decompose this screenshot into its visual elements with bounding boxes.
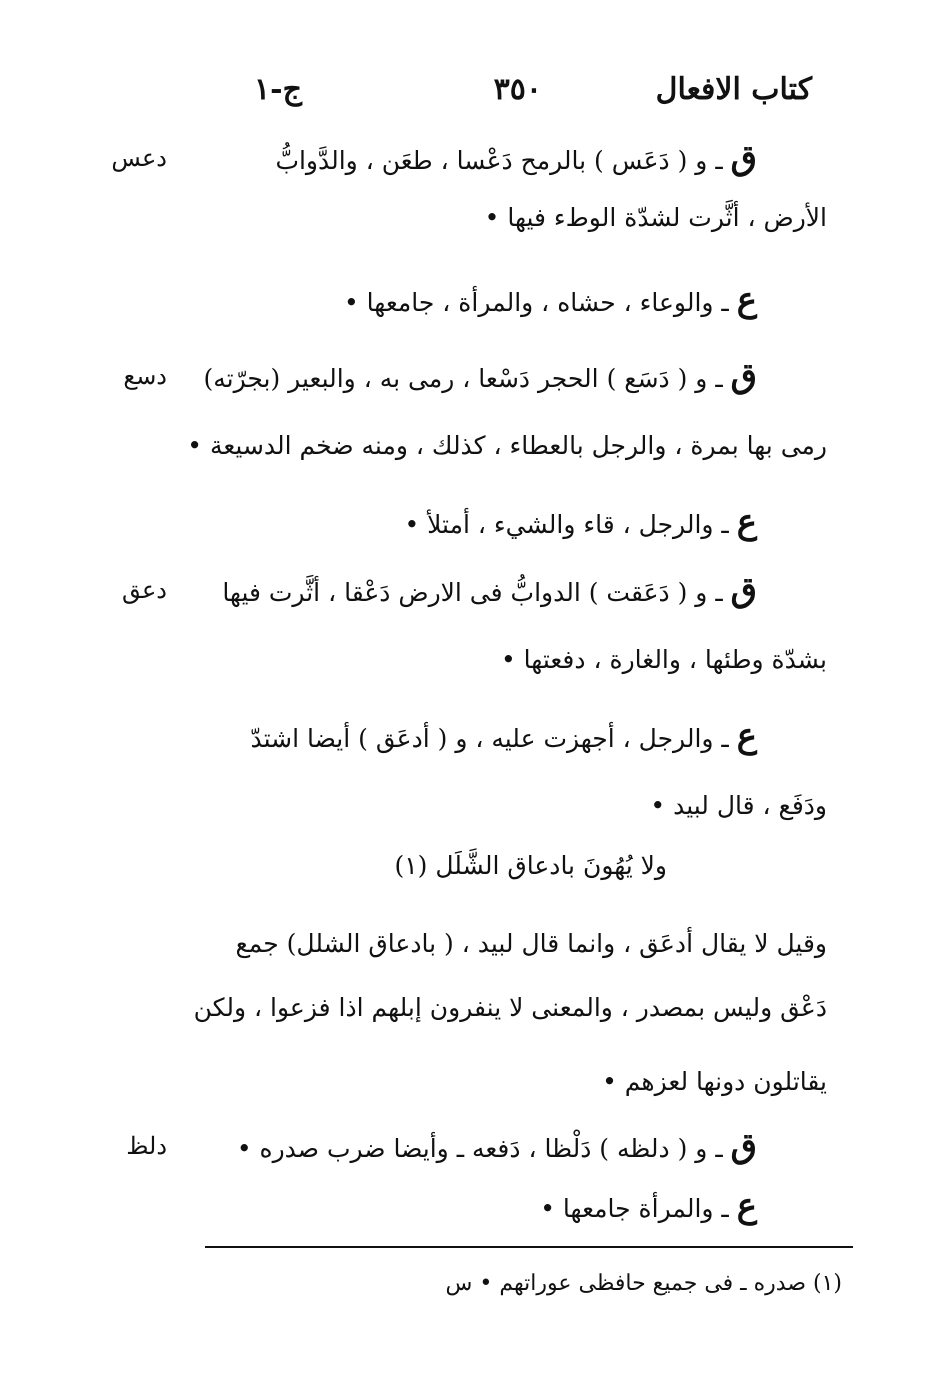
entry-line: وقيل لا يقال أدعَق ، وانما قال لبيد ، ( بادعاق الشلل) جمع bbox=[235, 929, 827, 958]
section-letter: ع bbox=[736, 716, 757, 756]
footnote: (١) صدره ـ فى جميع حافظى عوراتهم • س bbox=[445, 1271, 842, 1296]
entry-line bbox=[222, 572, 757, 611]
section-letter: ق bbox=[730, 138, 757, 178]
entry-text: ـ والوعاء ، حشاه ، والمرأة ، جامعها • bbox=[343, 288, 729, 317]
section-letter: ع bbox=[736, 1186, 757, 1226]
margin-root: دلظ bbox=[126, 1132, 167, 1160]
entry-line: يقاتلون دونها لعزهم • bbox=[602, 1067, 827, 1096]
verse-line: ولا يُهُونَ بادعاق الشَّلَل (١) bbox=[394, 851, 667, 880]
entry-text: ـ والرجل ، أجهزت عليه ، و ( أدعَق ) أيضا اشتدّ bbox=[250, 724, 729, 753]
entry-text: ـ و ( دَعَقت ) الدوابُّ فى الارض دَعْقا ، أثَّرت فيها bbox=[222, 578, 723, 607]
entry-text: ـ و ( دَعَس ) بالرمح دَعْسا ، طعَن ، والدَّوابُّ bbox=[275, 146, 723, 175]
section-letter: ع bbox=[736, 502, 757, 542]
entry-line bbox=[250, 718, 757, 757]
entry-line: بشدّة وطئها ، والغارة ، دفعتها • bbox=[500, 645, 827, 674]
page-number: ٣٥٠ bbox=[493, 72, 542, 107]
entry-text: ـ والمرأة جامعها • bbox=[540, 1194, 729, 1223]
entry-line bbox=[540, 1188, 757, 1227]
entry-line: ودَفَع ، قال لبيد • bbox=[650, 791, 827, 820]
entry-line bbox=[275, 140, 757, 179]
entry-line: رمى بها بمرة ، والرجل بالعطاء ، كذلك ، ومنه ضخم الدسيعة • bbox=[187, 431, 827, 460]
section-letter: ق bbox=[730, 570, 757, 610]
margin-root: دسع bbox=[123, 362, 167, 390]
margin-root: دعس bbox=[111, 144, 167, 172]
entry-line: دَعْق وليس بمصدر ، والمعنى لا ينفرون إبلهم اذا فزعوا ، ولكن bbox=[193, 993, 827, 1022]
section-letter: ع bbox=[736, 280, 757, 320]
entry-line: الأرض ، أثَّرت لشدّة الوطء فيها • bbox=[484, 203, 827, 232]
entry-line bbox=[344, 282, 757, 321]
margin-root: دعق bbox=[121, 576, 167, 604]
book-title: كتاب الافعال bbox=[655, 72, 812, 107]
entry-text: ـ والرجل ، قاء والشيء ، أمتلأ • bbox=[404, 510, 729, 539]
entry-line bbox=[203, 358, 757, 397]
entry-line bbox=[237, 1128, 757, 1167]
entry-line bbox=[404, 504, 757, 543]
section-letter: ق bbox=[730, 356, 757, 396]
section-letter: ق bbox=[730, 1126, 757, 1166]
entry-text: ـ و ( دلظه ) دَلْظا ، دَفعه ـ وأيضا ضرب صدره • bbox=[236, 1134, 723, 1163]
footnote-divider bbox=[205, 1246, 853, 1248]
volume-label: ج-١ bbox=[254, 72, 302, 107]
entry-text: ـ و ( دَسَع ) الحجر دَسْعا ، رمى به ، والبعير (بجرّته) bbox=[203, 364, 723, 393]
